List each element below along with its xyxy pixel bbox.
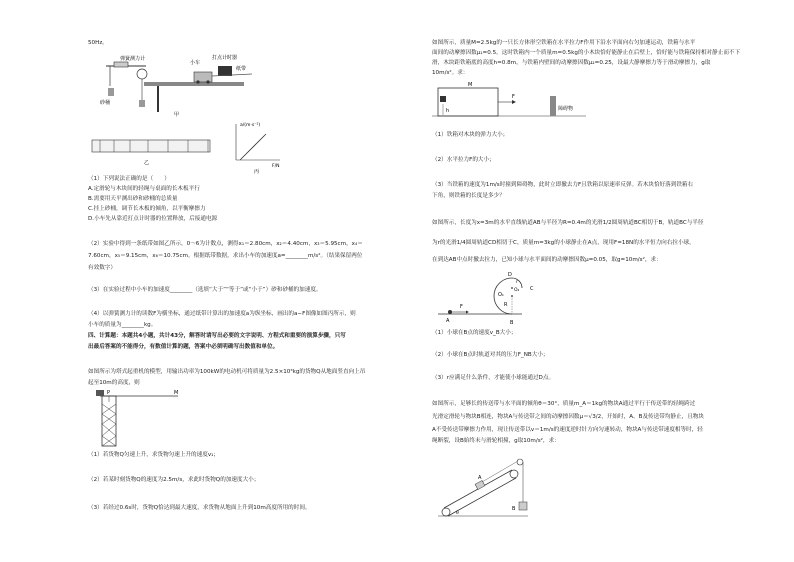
block-a (475, 480, 485, 489)
graph-xlabel: F/N (272, 164, 280, 169)
q1-option-d: D.小车先从靠近打点计时器的位置释放，后接通电源 (88, 216, 218, 222)
p3-q3: （3）r应满足什么条件，才能使小球能通过D点。 (432, 375, 555, 381)
label-o1: O₁ (498, 292, 504, 298)
sampling-note: 50Hz。 (88, 40, 108, 46)
label-a-belt: A (478, 475, 482, 481)
caption-bing: 丙 (254, 169, 260, 175)
p2-line4: 10m/s²。求： (432, 70, 469, 76)
board (144, 82, 244, 86)
q4-line2: 小车的质量为________kg。 (88, 322, 157, 328)
label-h: h (446, 108, 450, 114)
label-b: B (510, 320, 514, 326)
label-cart: 小车 (190, 60, 201, 66)
p4-line2: 光滑定滑轮与物块B相连，物块A与传送带之间的动摩擦因数μ＝√3/2，开始时，A、B及传送带均静止，且物块 (432, 414, 704, 420)
p1-line1: 如图所示为塔式起重机的模型，用输出功率为100kW的电动机可将质量为2.5×10³kg的货物Q从地面竖直向上吊 (88, 369, 366, 375)
label-sand: 砂桶 (100, 100, 111, 106)
label-theta: θ (456, 511, 459, 516)
p4-line3: A不受传送带摩擦力作用，现让传送带以v＝1m/s的速度逆时针方向匀速转动，物块A与传送带速度相等时，轻 (432, 427, 703, 433)
label-r-small: r (516, 280, 518, 285)
graph-line (240, 134, 266, 160)
graph-figure (226, 120, 286, 174)
label-c: C (530, 286, 534, 292)
q3: （3）在实验过程中小车的加速度________（选填“大于”“等于”或“小于”）砂和砂桶的加速度。 (88, 287, 322, 293)
label-m-big: M (468, 82, 473, 88)
p2-q3-line1: （3）当铁箱的速度为1m/s时撞到障碍物，此时立即撤去力F且铁箱以原速率反弹。若木块恰好落到铁箱右 (432, 182, 694, 188)
q1-option-c: C.挂上砂桶，调节长木板的倾角，以平衡摩擦力 (88, 206, 206, 212)
cart (194, 72, 212, 82)
p2-line1: 如图所示，质量M=2.5kg的一只长方体形空铁箱在水平拉力F作用下沿水平面向右匀加速运动，铁箱与水平 (432, 40, 696, 46)
q1-option-a: A.定滑轮与木块间的轻绳与桌面的长木板平行 (88, 186, 200, 192)
sand-bucket (139, 100, 145, 107)
ball (448, 310, 452, 314)
p3-line2: 为r的光滑1/4圆周轨道CD相切于C，质量m=3kg的小球静止在A点，现用F=18N的水平恒力向右拉小球， (432, 240, 695, 246)
p1-q1: （1）若货物Q匀速上升，求货物匀速上升的速度v₁； (88, 452, 219, 458)
p3-line1: 如图所示，长度为x=3m的水平直线轨道AB与半径为R=0.4m的光滑1/2圆周轨道BC相切于B，轨道BC与半径 (432, 220, 704, 226)
p4-line1: 如图所示，足够长的传送带与水平面的倾角θ＝30°，质量m_A＝1kg的物块A通过平行于传送带的轻绳跨过 (432, 401, 696, 407)
p3-line3: 在到达AB中点时撤去拉力，已知小球与水平面间的动摩擦因数μ=0.05，取g=10m/s²，求： (432, 257, 662, 263)
label-r-big: R (504, 302, 508, 308)
p1-line2: 起至10m的高度，则 (88, 380, 140, 386)
p2-line2: 面间的动摩擦因数μ₁=0.5。这时铁箱内一个质量m=0.5kg的小木块恰好能静止在后壁上，恰好能与铁箱保持相对静止而不下 (432, 50, 741, 56)
section4-line2: 出最后答案的不能得分，有数值计算的题，答案中必须明确写出数值和单位。 (88, 344, 279, 350)
track-figure (438, 266, 568, 326)
spring-scale (114, 62, 128, 67)
q2-line1: （2）实验中得到一条纸带如图乙所示，0～6为计数点，测得x₁＝2.80cm，x₂＝4.40cm，x₃＝5.95cm，x₄＝ (88, 241, 363, 247)
block-b (519, 502, 527, 510)
label-f: F (512, 94, 515, 100)
caption-yi: 乙 (144, 160, 150, 166)
wood-block (440, 96, 446, 102)
graph-ylabel: a/(m·s⁻²) (240, 123, 261, 128)
label-timer: 打点计时器 (212, 55, 238, 61)
sand-bucket-left (108, 88, 114, 96)
p1-q2: （2）若某时刻货物Q的速度为2.5m/s，求此时货物Q的加速度大小； (88, 477, 260, 483)
q2-line2: 7.60cm，x₅＝9.15cm，x₆＝10.75cm。根据纸带数据，求出小车的加速度a=________m/s²。（结果保留两位 (88, 253, 363, 259)
label-b-belt: B (512, 506, 516, 512)
pulley (137, 69, 147, 79)
q1-stem: （1）下列说法正确的是（ ） (88, 176, 170, 182)
label-m: M (174, 390, 179, 396)
crane-figure (92, 390, 182, 450)
label-f-track: F (460, 304, 463, 310)
obstacle (550, 96, 556, 116)
label-wall: 障碍物 (558, 106, 574, 112)
label-scale: 弹簧测力计 (120, 56, 146, 62)
apparatus-figure (100, 52, 252, 118)
label-a: A (446, 318, 450, 324)
p3-q2: （2）小球在B点时轨道对其的压力F_NB大小； (432, 352, 549, 358)
p2-q1: （1）铁箱对木块的弹力大小； (432, 132, 509, 138)
section4-line1: 四、计算题：本题共4小题，共计43分，解答时请写出必要的文字说明、方程式和重要的演算步骤，只写 (88, 333, 346, 339)
q2-line3: 有效数字） (88, 265, 116, 271)
p4-line4: 绳断裂，设B始终未与滑轮相撞，g取10m/s²，求： (432, 438, 560, 444)
p2-q2: （2）水平拉力F的大小； (432, 157, 495, 163)
box-figure (438, 82, 588, 122)
pulley-top (517, 459, 523, 465)
q1-option-b: B.需要用天平测出砂和砂桶的总质量 (88, 196, 178, 202)
p1-q3: （3）若经过0.6s时，货物Q恰达到最大速度，求货物从地面上升到10m高度所用的时间。 (88, 505, 311, 511)
timer (218, 66, 232, 76)
label-tape: 纸带 (236, 66, 247, 72)
tape-figure (92, 138, 212, 168)
caption-jia: 甲 (174, 112, 180, 118)
belt-figure (438, 450, 538, 520)
q4-line1: （4）以弹簧测力计的读数F为横坐标，通过纸带计算出的加速度a为纵坐标，画出的a−F图像如图丙所示，则 (88, 311, 356, 317)
p2-q3-line2: 下角，则铁箱的长度是多少？ (432, 193, 505, 199)
label-p: P (107, 390, 111, 396)
p3-q1: （1）小球在B点的速度v_B大小； (432, 330, 517, 336)
label-o2: O₂ (514, 288, 520, 293)
p2-line3: 滑，木块距铁箱底的高度h=0.8m，与铁箱内壁间的动摩擦因数μ₂=0.25，设最大静摩擦力等于滑动摩擦力，g取 (432, 60, 711, 66)
label-d: D (508, 272, 512, 278)
